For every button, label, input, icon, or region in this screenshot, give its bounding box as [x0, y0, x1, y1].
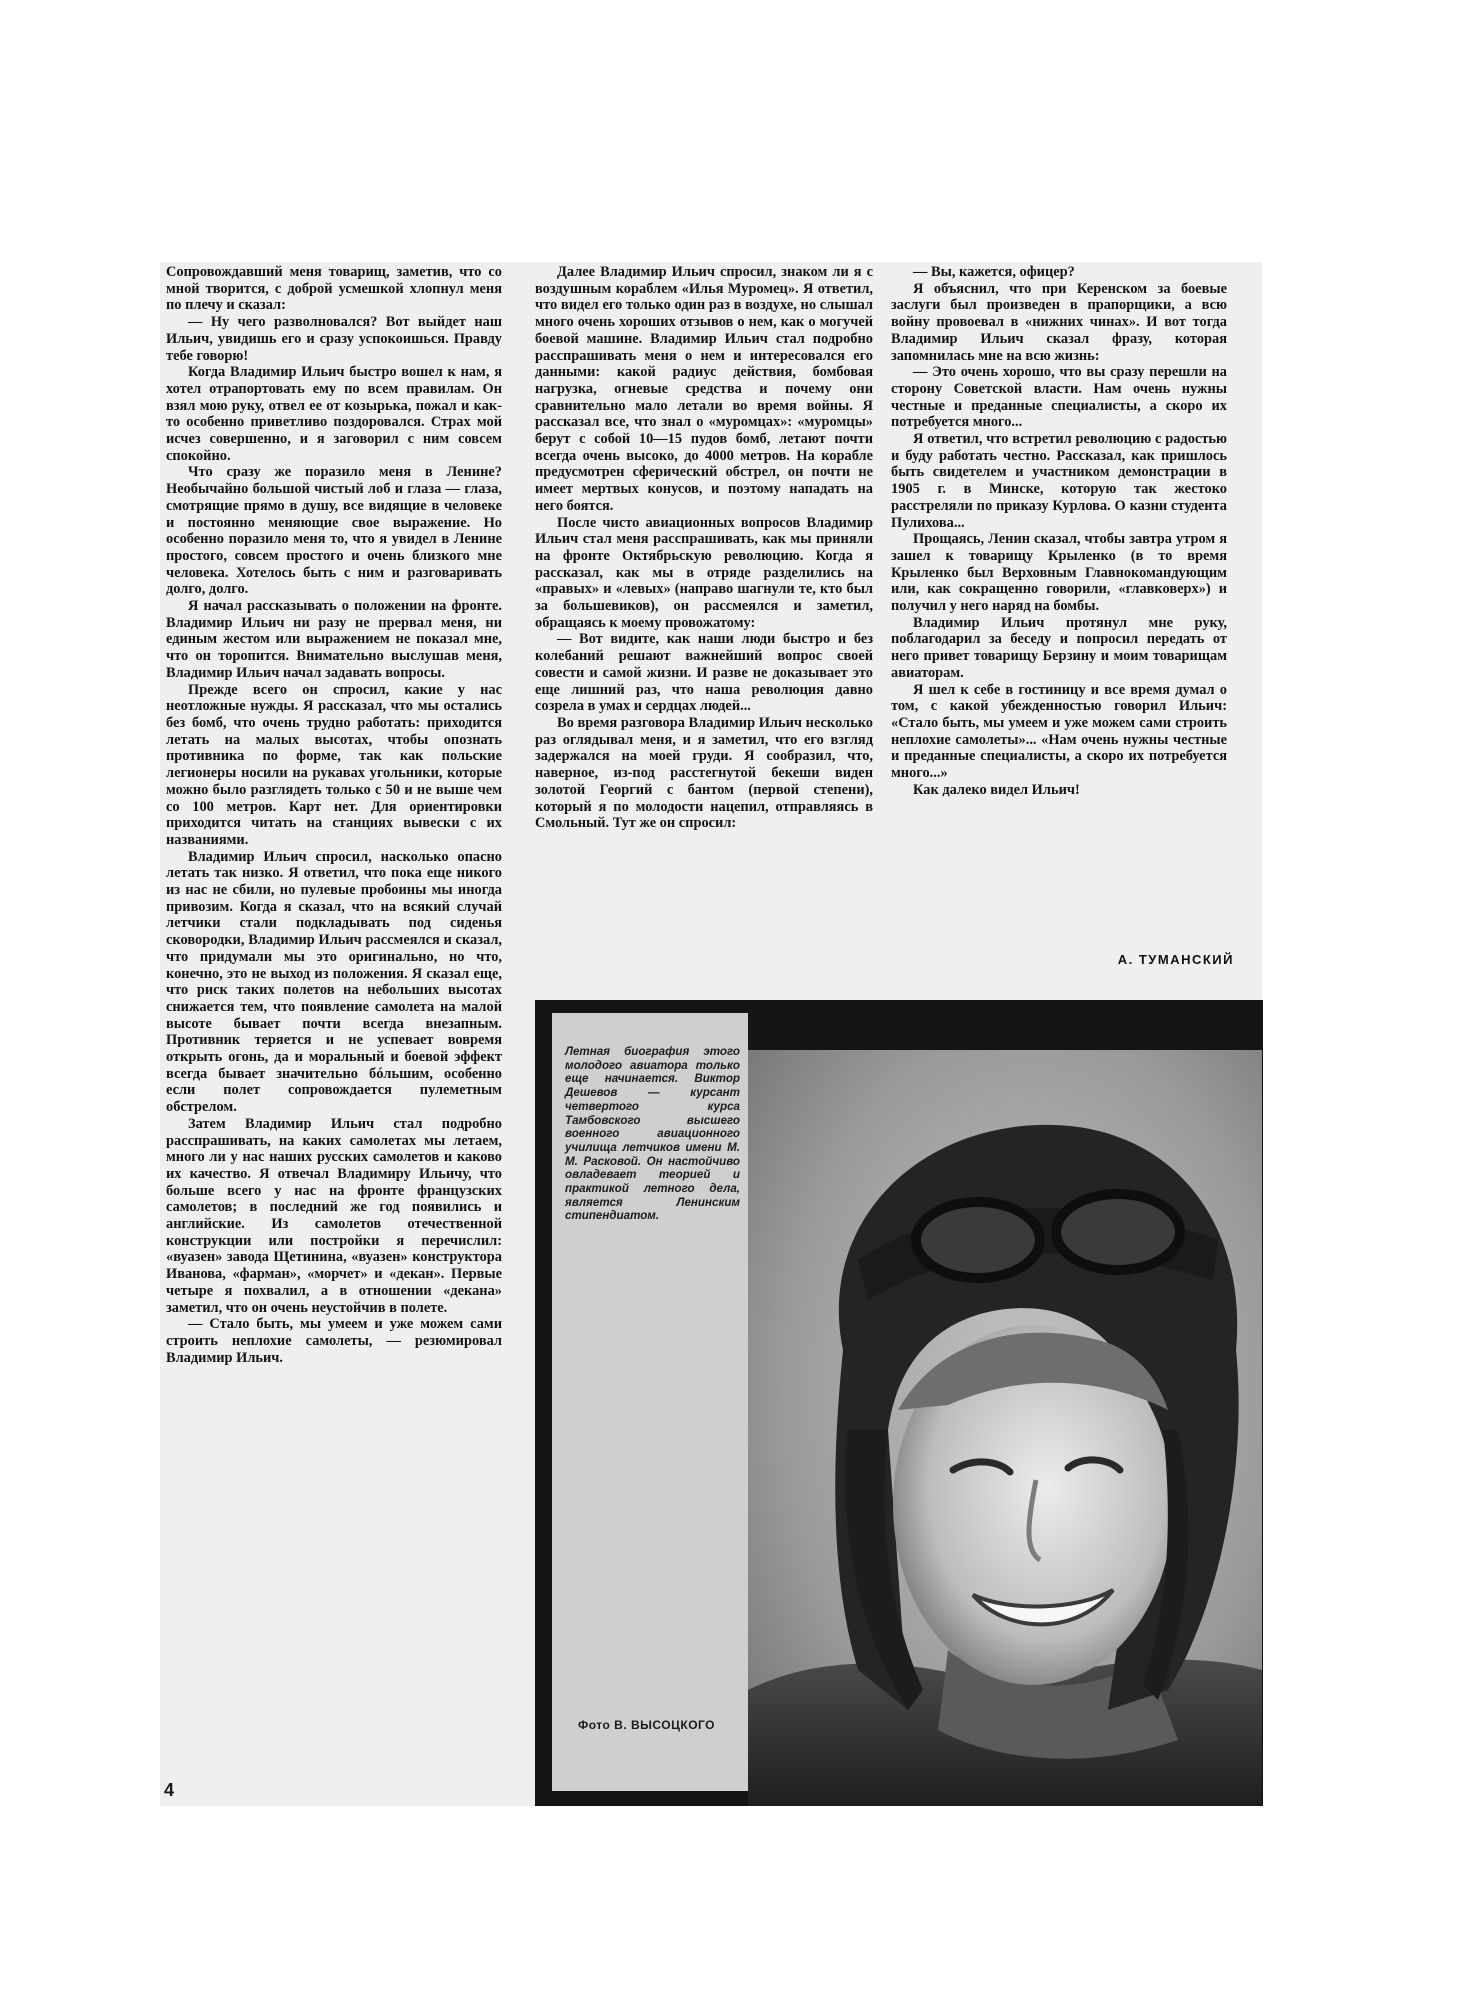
- paragraph: — Вы, кажется, офицер?: [913, 264, 1075, 280]
- paragraph: Я ответил, что встретил революцию с радостью и буду работать честно. Рассказал, как пришлось быть свидетелем и участником демонстрации в 1905 г. в Минске, которую так жестоко расстреляли по приказу Курлова. О казни студента Пулихова...: [891, 431, 1227, 531]
- goggle-lens-left: [916, 1202, 1040, 1278]
- paragraph: Владимир Ильич спросил, насколько опасно летать так низко. Я ответил, что пока еще никого из нас не сбили, но пулевые пробоины мы иногда привозим. Когда я сказал, что на всякий случай летчики стали подкладывать под сиденья сковородки, Владимир Ильич рассмеялся и сказал, что придумали мы это оригинально, но что, конечно, это не выход из положения. Я сказал еще, что риск таких полетов на небольших высотах снижается тем, что появление самолета на малой высоте бывает почти всегда внезапным. Противник теряется и не успевает вовремя открыть огонь, да и моральный и боевой эффект всегда бывает значительно бóльшим, особенно если полет сопровождается пулеметным обстрелом.: [166, 848, 502, 1116]
- paragraph: Прощаясь, Ленин сказал, чтобы завтра утром я зашел к товарищу Крыленко (в то время Крыленко был Верховным Главнокомандующим или, как сокращенно говорили, «главковерх») и получил у него наряд на бомбы.: [891, 531, 1227, 615]
- article-column-2: [535, 264, 873, 832]
- paragraph: Что сразу же поразило меня в Ленине? Необычайно большой чистый лоб и глаза — глаза, смотрящие прямо в душу, все видящие в человеке и постоянно меняющие свое выражение. Но особенно поразило меня то, что я увидел в Ленине простого, совсем простого и очень близкого мне человека. Хотелось быть с ним и разговаривать долго, долго.: [166, 464, 502, 598]
- paragraph: Во время разговора Владимир Ильич несколько раз оглядывал меня, и я заметил, что его взгляд задержался на моей груди. Я сообразил, что, наверное, из-под расстегнутой бекеши виден золотой Георгий с бантом (первой степени), который я по молодости нацепил, отправляясь в Смольный. Тут же он спросил:: [535, 714, 873, 832]
- paragraph: Я начал рассказывать о положении на фронте. Владимир Ильич ни разу не прервал меня, ни единым жестом или выражением не показал мне, что он торопится. Внимательно выслушав меня, Владимир Ильич начал задавать вопросы.: [166, 598, 502, 681]
- paragraph: Я объяснил, что при Керенском за боевые заслуги был произведен в прапорщики, а всю войну провоевал в «нижних чинах». И вот тогда Владимир Ильич сказал фразу, которая запомнилась мне на всю жизнь:: [891, 280, 1227, 364]
- paragraph: Прежде всего он спросил, какие у нас неотложные нужды. Я рассказал, что мы остались без бомб, что очень трудно работать: приходится летать на малых высотах, чтобы опознать противника по форме, так как польские легионеры носили на рукавах угольники, которые можно было разглядеть только с 50 и не выше чем со 100 метров. Карт нет. Для ориентировки приходится читать на станциях вывески с их названиями.: [166, 681, 502, 848]
- paragraph: Я шел к себе в гостиницу и все время думал о том, с какой убежденностью говорил Ильич: «Стало быть, мы умеем и уже можем сами строить неплохие самолеты»... «Нам очень нужны честные и преданные специалисты, а скоро их потребуется много...»: [891, 681, 1227, 782]
- paragraph: Сопровождавший меня товарищ, заметив, что со мной творится, с доброй усмешкой хлопнул меня по плечу и сказал:: [166, 264, 502, 314]
- photo-credit: Фото В. ВЫСОЦКОГО: [578, 1718, 716, 1732]
- pilot-portrait-photo: [748, 1050, 1262, 1806]
- photo-caption: Летная биография этого молодого авиатора только еще начинается. Виктор Дешевов — курсант четвертого курса Тамбовского высшего военного авиационного училища летчиков имени М. М. Расковой. Он настойчиво овладевает теорией и практикой летного дела, является Ленинским стипендиатом.: [565, 1045, 740, 1223]
- paragraph: После чисто авиационных вопросов Владимир Ильич стал меня расспрашивать, как мы приняли на фронте Октябрьскую революцию. Когда я рассказал, как мы в отряде разделились на «правых» и «левых» (направо шагнули те, кто был за большевиков), он рассмеялся и заметил, обращаясь к моему провожатому:: [535, 514, 873, 631]
- page-number: 4: [164, 1780, 175, 1800]
- paragraph: Когда Владимир Ильич быстро вошел к нам, я хотел отрапортовать ему по всем правилам. Он взял мою руку, отвел ее от козырька, пожал и как-то особенно приветливо поздоровался. Страх мой исчез совершенно, и я заговорил с ним совсем спокойно.: [166, 364, 502, 464]
- paragraph: — Это очень хорошо, что вы сразу перешли на сторону Советской власти. Нам очень нужны честные и преданные специалисты, а скоро их потребуется много...: [891, 364, 1227, 431]
- article-column-1: [166, 264, 502, 1366]
- paragraph: — Стало быть, мы умеем и уже можем сами строить неплохие самолеты, — резюмировал Владимир Ильич.: [166, 1316, 502, 1366]
- paragraph: Далее Владимир Ильич спросил, знаком ли я с воздушным кораблем «Илья Муромец». Я ответил, что видел его только один раз в воздухе, но слышал много очень хороших отзывов о нем, как о могучей боевой машине. Владимир Ильич стал подробно расспрашивать меня о нем и интересовался его данными: какой радиус действия, бомбовая нагрузка, огневые средства и почему они сравнительно мало летали во время войны. Я рассказал все, что знал о «муромцах»: «муромцы» берут с собой 10—15 пудов бомб, летают почти всегда очень высоко, до 4000 метров. На корабле предусмотрен сферический обстрел, он почти не имеет мертвых конусов, и поэтому нападать на него боятся.: [535, 264, 873, 514]
- paragraph: Владимир Ильич протянул мне руку, поблагодарил за беседу и попросил передать от него привет товарищу Берзину и моим товарищам авиаторам.: [891, 614, 1227, 681]
- goggle-lens-right: [1056, 1194, 1180, 1270]
- paragraph: Затем Владимир Ильич стал подробно расспрашивать, на каких самолетах мы летаем, много ли у нас наших русских самолетов и каково их качество. Я отвечал Владимиру Ильичу, что больше всего у нас на фронте французских самолетов; в последний же год появились и английские. Из самолетов отечественной конструкции или постройки я перечислил: «вуазен» завода Щетинина, «вуазен» конструктора Иванова, «фарман», «морчет» и «декан». Первые четыре я похвалил, а в отношении «декана» заметил, что он очень неустойчив в полете.: [166, 1115, 502, 1316]
- author-signature: А. ТУМАНСКИЙ: [1117, 952, 1234, 967]
- paragraph: — Ну чего разволновался? Вот выйдет наш Ильич, увидишь его и сразу успокоишься. Правду тебе говорю!: [166, 314, 502, 364]
- paragraph: Как далеко видел Ильич!: [913, 781, 1080, 798]
- article-column-3: [891, 264, 1227, 799]
- paragraph: — Вот видите, как наши люди быстро и без колебаний решают важнейший вопрос своей совести и самой жизни. И разве не доказывает это еще лишний раз, что наша революция давно созрела в умах и сердцах людей...: [535, 631, 873, 715]
